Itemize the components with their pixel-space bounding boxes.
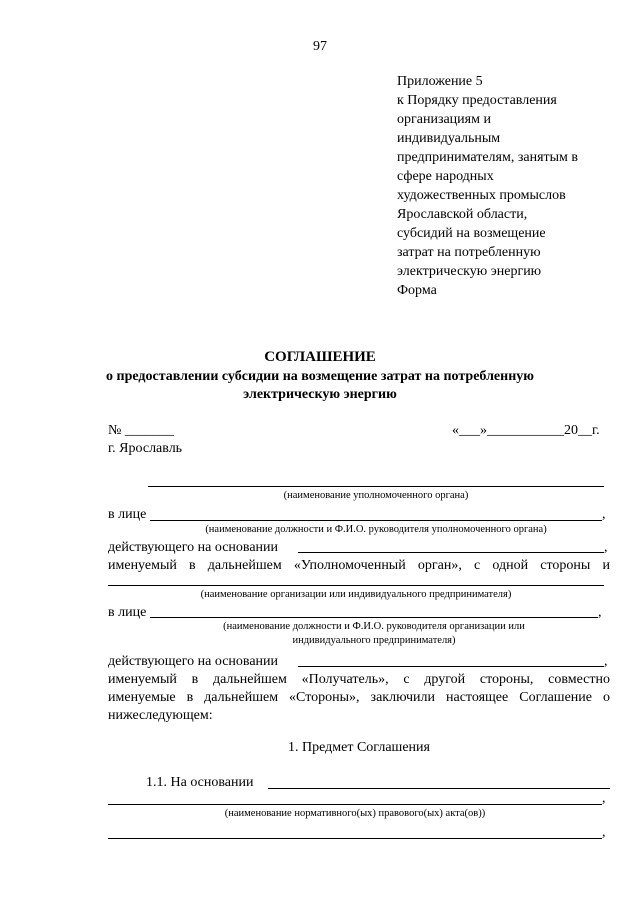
appendix-line: субсидий на возмещение xyxy=(397,226,546,241)
document-subtitle-line1: о предоставлении субсидии на возмещение затрат на потребленную xyxy=(106,369,534,384)
page-number: 97 xyxy=(313,39,327,54)
recipient-head-field[interactable] xyxy=(150,617,598,618)
form-label: Форма xyxy=(397,283,437,298)
in-person-label: в лице xyxy=(108,605,147,620)
legal-act-field-1[interactable] xyxy=(268,788,610,789)
recipient-named-text-line1: именуемый в дальнейшем «Получатель», с другой стороны, совместно xyxy=(108,672,610,687)
authorized-basis-field[interactable] xyxy=(298,552,604,553)
comma: , xyxy=(602,791,606,806)
document-subtitle-line2: электрическую энергию xyxy=(243,387,397,402)
city-label: г. Ярославль xyxy=(108,441,183,456)
acting-basis-label: действующего на основании xyxy=(108,540,279,555)
recipient-head-caption-line2: индивидуального предпринимателя) xyxy=(292,635,456,646)
authorized-body-named-text: именуемый в дальнейшем «Уполномоченный орган», с одной стороны и xyxy=(108,558,610,573)
recipient-head-caption-line1: (наименование должности и Ф.И.О. руководителя организации или xyxy=(223,621,525,632)
comma: , xyxy=(598,605,602,620)
comma: , xyxy=(604,540,608,555)
section-heading: 1. Предмет Соглашения xyxy=(288,740,430,755)
clause-1-1-label: 1.1. На основании xyxy=(146,775,254,790)
appendix-line: к Порядку предоставления xyxy=(397,93,557,108)
appendix-line: затрат на потребленную xyxy=(397,245,541,260)
comma: , xyxy=(602,825,606,840)
authorized-body-name-field[interactable] xyxy=(148,486,604,487)
legal-act-field-3[interactable] xyxy=(108,838,602,839)
agreement-date-field[interactable]: «___»___________20__г. xyxy=(452,423,600,438)
authorized-head-field[interactable] xyxy=(150,520,602,521)
appendix-line: сфере народных xyxy=(397,169,494,184)
in-person-label: в лице xyxy=(108,507,147,522)
agreement-number-field[interactable]: № _______ xyxy=(108,423,174,438)
appendix-line: организациям и xyxy=(397,112,491,127)
acting-basis-label: действующего на основании xyxy=(108,654,279,669)
recipient-basis-field[interactable] xyxy=(298,666,604,667)
authorized-head-caption: (наименование должности и Ф.И.О. руководителя уполномоченного органа) xyxy=(205,524,547,535)
appendix-line: предпринимателям, занятым в xyxy=(397,150,579,165)
document-title: СОГЛАШЕНИЕ xyxy=(264,349,376,365)
appendix-line: электрическую энергию xyxy=(397,264,542,279)
appendix-line: Приложение 5 xyxy=(397,74,483,89)
appendix-block xyxy=(397,72,578,281)
recipient-named-text-line3: нижеследующем: xyxy=(108,708,213,723)
legal-act-field-2[interactable] xyxy=(108,804,602,805)
appendix-line: художественных промыслов xyxy=(397,188,566,203)
recipient-name-caption: (наименование организации или индивидуального предпринимателя) xyxy=(200,589,512,600)
recipient-name-field[interactable] xyxy=(108,585,604,586)
authorized-body-caption: (наименование уполномоченного органа) xyxy=(283,490,469,501)
recipient-named-text-line2: именуемые в дальнейшем «Стороны», заключили настоящее Соглашение о xyxy=(108,690,610,705)
appendix-line: Ярославской области, xyxy=(397,207,528,222)
legal-act-caption: (наименование нормативного(ых) правового(ых) акта(ов)) xyxy=(224,808,486,819)
comma: , xyxy=(604,654,608,669)
comma: , xyxy=(602,507,606,522)
appendix-line: индивидуальным xyxy=(397,131,501,146)
